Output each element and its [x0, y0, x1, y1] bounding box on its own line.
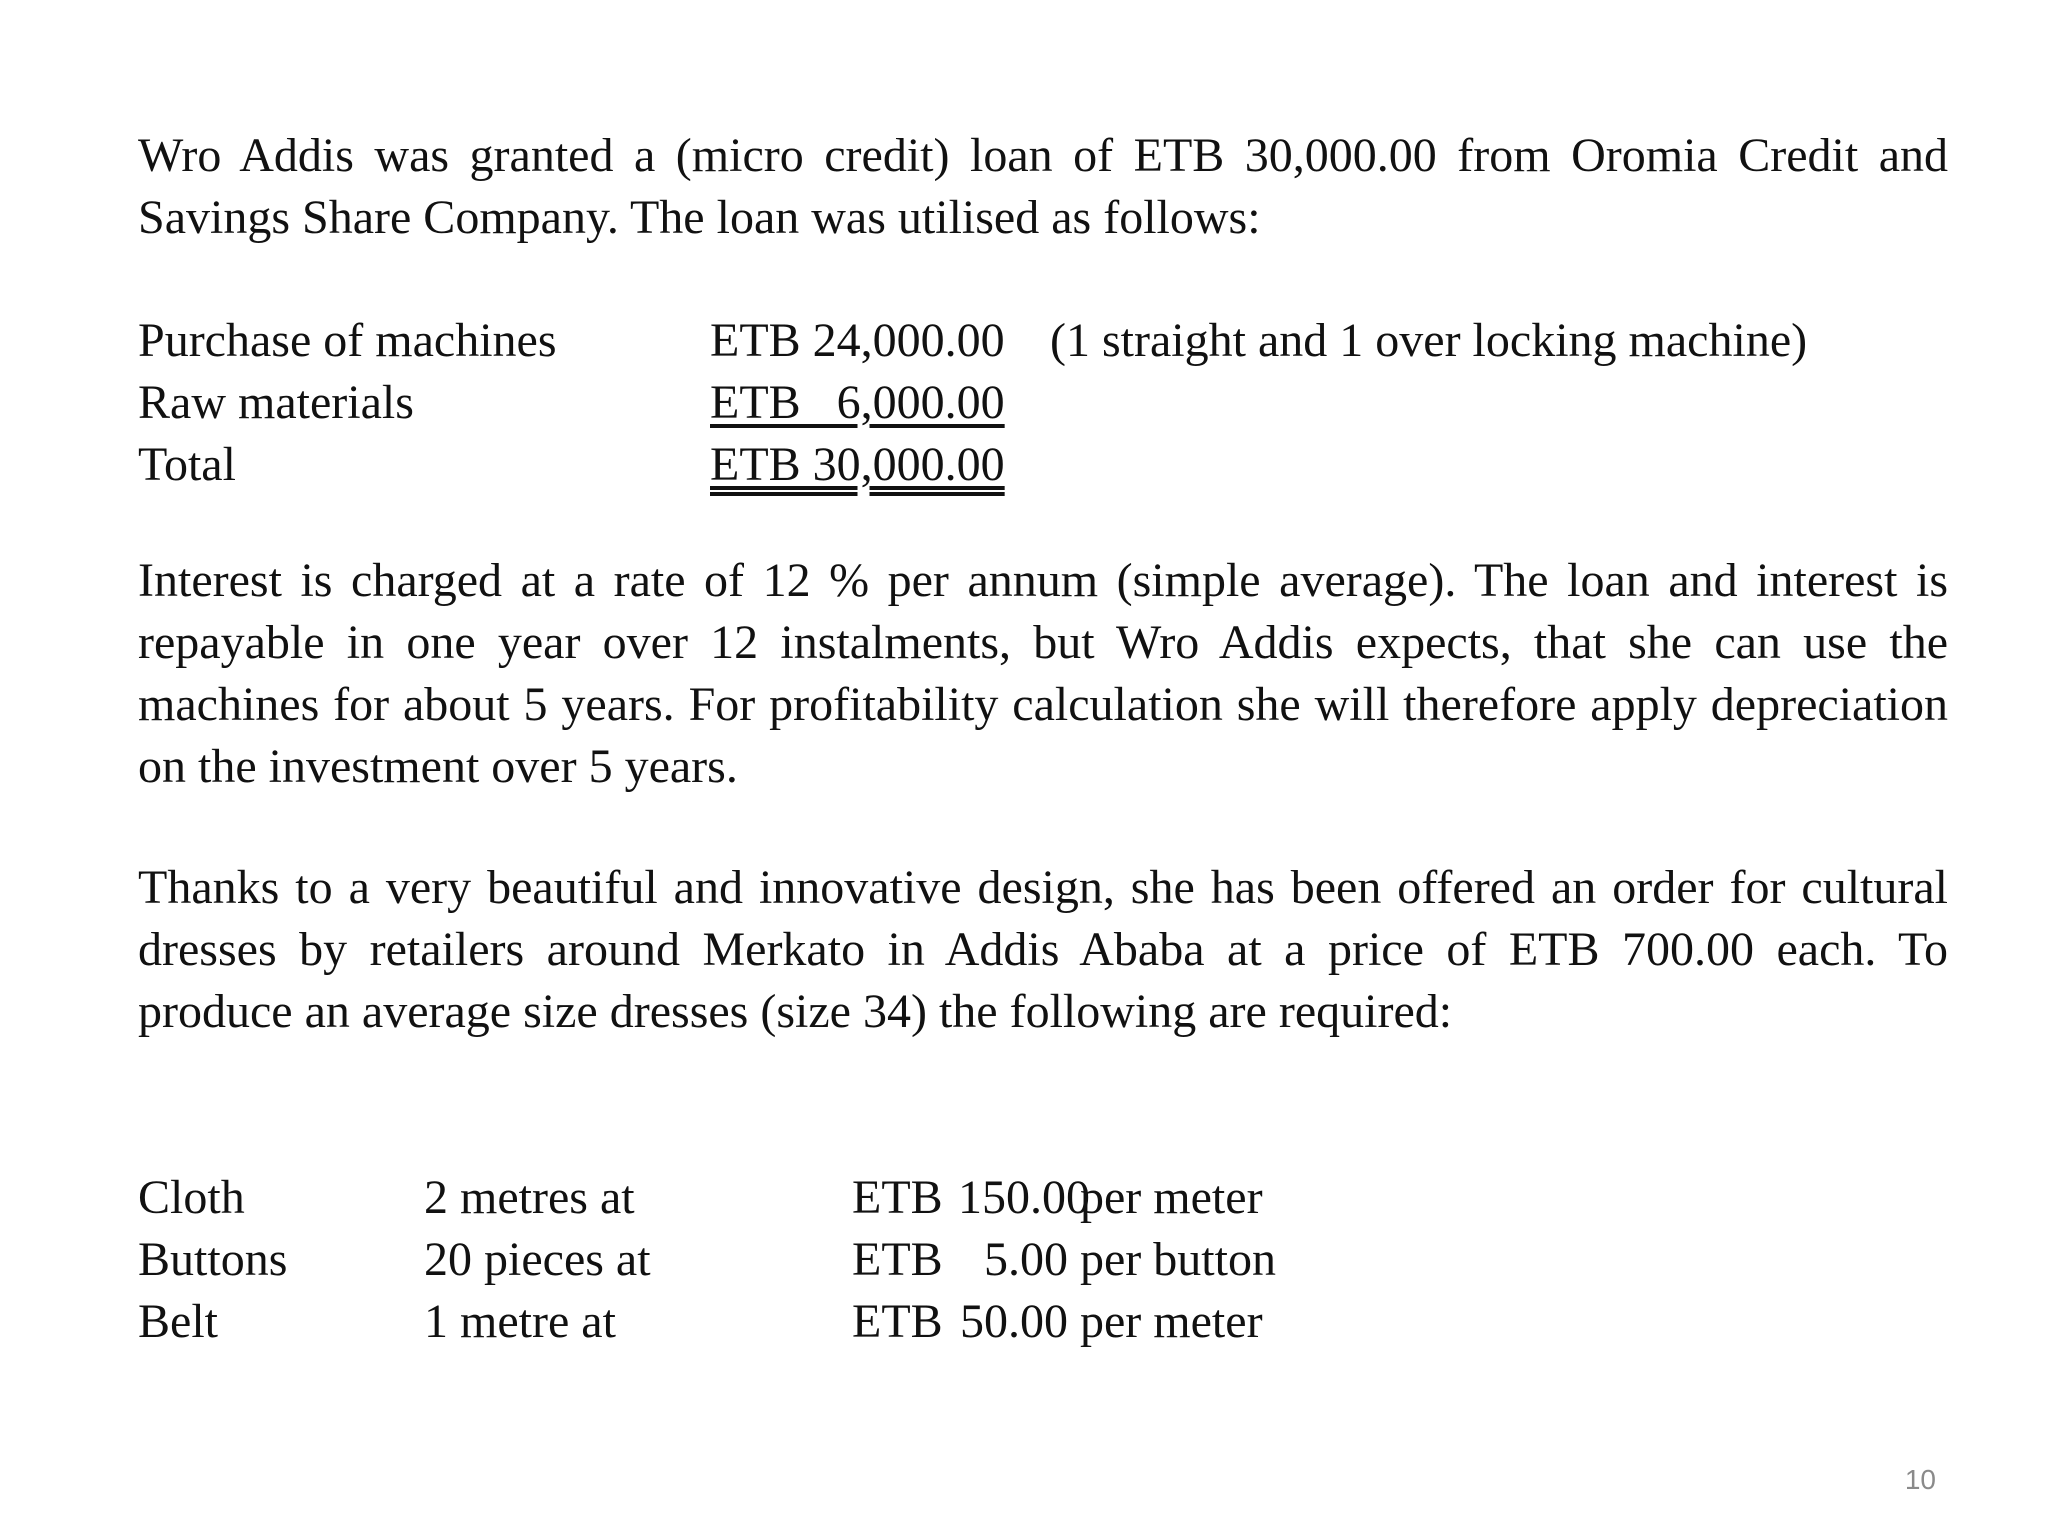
requirement-item: Cloth: [138, 1171, 245, 1224]
requirement-value: 5.00: [984, 1233, 1068, 1286]
requirement-unit: per meter: [1080, 1171, 1263, 1224]
requirement-price: [852, 1291, 1263, 1353]
requirement-quantity: 1 metre at: [424, 1295, 616, 1348]
intro-paragraph: Wro Addis was granted a (micro credit) loan of ETB 30,000.00 from Oromia Credit and Savings Share Company. The loan was utilised as follows:: [138, 129, 1948, 244]
requirement-item: Belt: [138, 1295, 218, 1348]
requirement-value: 50.00: [960, 1295, 1068, 1348]
requirement-currency: ETB: [852, 1233, 943, 1286]
requirement-currency: ETB: [852, 1295, 943, 1348]
requirement-item: Buttons: [138, 1233, 288, 1286]
loan-label: Total: [138, 438, 236, 491]
requirement-quantity: 20 pieces at: [424, 1233, 651, 1286]
requirement-quantity: 2 metres at: [424, 1171, 635, 1224]
loan-amount: ETB 6,000.00: [710, 376, 1005, 429]
requirement-value: 150.00: [958, 1171, 1090, 1224]
order-paragraph: Thanks to a very beautiful and innovative design, she has been offered an order for cultural dresses by retailers around Merkato in Addis Ababa at a price of ETB 700.00 each. To produce an average size dresses (size 34) the following are required:: [138, 861, 1948, 1038]
requirement-unit: per meter: [1080, 1295, 1263, 1348]
loan-label: Purchase of machines: [138, 314, 557, 367]
requirement-currency: ETB: [852, 1171, 943, 1224]
requirement-price: [852, 1229, 1276, 1291]
loan-note: (1 straight and 1 over locking machine): [1050, 314, 1808, 367]
loan-total-amount: ETB 30,000.00: [710, 438, 1005, 491]
loan-label: Raw materials: [138, 376, 414, 429]
interest-paragraph: Interest is charged at a rate of 12 % per annum (simple average). The loan and interest is repayable in one year over 12 instalments, but Wro Addis expects, that she can use the machines for about 5 years. For profitability calculation she will therefore apply depreciation on the investment over 5 years.: [138, 554, 1948, 793]
requirement-price: [852, 1167, 1263, 1229]
loan-amount: ETB 24,000.00: [710, 314, 1005, 367]
page-number: 10: [1904, 1464, 1936, 1495]
requirement-unit: per button: [1080, 1233, 1276, 1286]
